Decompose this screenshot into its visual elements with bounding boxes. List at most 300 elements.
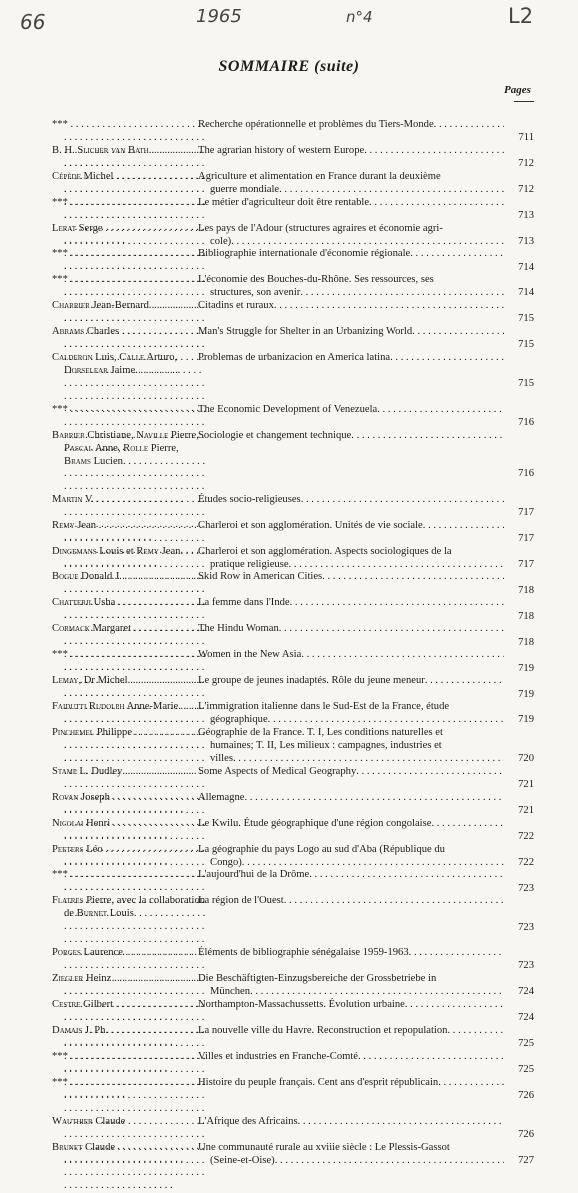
title-text: Une communauté rurale au xviiie siècle : Le Plessis-Gassot	[198, 1141, 450, 1153]
page-number: 716	[518, 417, 534, 429]
author-part: Flatres	[52, 895, 84, 907]
handwritten-annotation: 66	[20, 10, 46, 34]
title-line	[198, 869, 504, 882]
title-text: Le groupe de jeunes inadaptés. Rôle du jeune meneur	[198, 675, 425, 687]
page-number: 718	[518, 610, 534, 622]
author-part: Lerat	[52, 222, 76, 234]
toc-entry	[0, 520, 578, 546]
title-line	[198, 571, 504, 584]
author-part: Léo	[83, 843, 103, 855]
leader-dots	[431, 818, 504, 831]
entry-title	[198, 649, 504, 675]
title-text: Allemagne	[198, 791, 245, 803]
author-part: Burnet	[76, 908, 108, 920]
author-part: Dr Michel	[81, 675, 128, 687]
title-line	[198, 818, 504, 831]
author-part: Faidutti Rudolph	[52, 701, 125, 713]
title-line	[198, 740, 504, 753]
title-text: humaines; T. II, Les milieux : campagnes, industries et	[210, 739, 442, 751]
title-line	[198, 223, 504, 236]
author-part: ***	[52, 1076, 68, 1088]
handwritten-annotation: L2	[508, 4, 534, 28]
page-number: 723	[518, 960, 534, 972]
entry-title	[198, 701, 504, 727]
page-number: 724	[518, 986, 534, 998]
toc-entry	[0, 571, 578, 597]
page-number: 721	[518, 804, 534, 816]
author-part: Michel	[80, 171, 114, 182]
entry-title	[198, 352, 504, 391]
author-part: ***	[52, 119, 68, 130]
author-part: L. Dudley	[76, 765, 123, 777]
page-number: 726	[518, 1090, 534, 1102]
toc-entry	[0, 623, 578, 649]
page-number: 711	[518, 132, 534, 144]
author-part: Damais	[52, 1024, 83, 1036]
entry-title	[198, 1025, 504, 1051]
title-line	[198, 559, 504, 572]
toc-entry	[0, 727, 578, 766]
author-part: Dingemans	[52, 545, 97, 557]
title-line	[198, 287, 504, 300]
entry-title	[198, 300, 504, 326]
entry-title	[198, 623, 504, 649]
leader-dots	[410, 248, 504, 261]
page-number: 719	[518, 688, 534, 700]
toc-entry	[0, 197, 578, 223]
title-text: Some Aspects of Medical Geography	[198, 765, 357, 777]
author-part: Brunet	[52, 1141, 83, 1153]
toc-entry	[0, 1142, 578, 1168]
page-number: 717	[518, 558, 534, 570]
page-number: 718	[518, 636, 534, 648]
author-part: Calle	[119, 352, 145, 364]
entry-title	[198, 1051, 504, 1077]
title-line	[198, 326, 504, 339]
page-number: 713	[518, 209, 534, 221]
title-text: Citadins et ruraux	[198, 300, 274, 312]
title-line	[198, 986, 504, 999]
title-text: guerre mondiale	[210, 183, 280, 195]
page-number: 712	[518, 158, 534, 170]
entry-title	[198, 274, 504, 300]
leader-dots	[309, 869, 504, 882]
title-text: La géographie du pays Logo au sud d'Aba (République du	[198, 843, 445, 855]
entry-title	[198, 1142, 504, 1168]
leader-dots	[301, 649, 504, 662]
author-part: Jean-Bernard	[89, 300, 149, 312]
author-part: Lucien.	[90, 455, 126, 467]
toc-entry	[0, 792, 578, 818]
entry-title	[198, 145, 504, 171]
author-part: Pinchemel	[52, 727, 95, 739]
author-part: Pascal	[64, 442, 93, 454]
author-part: Slicher van Bath	[77, 145, 149, 156]
title-text: villes	[210, 752, 233, 764]
author-part: ***	[52, 196, 68, 208]
author-part: Pierre,	[168, 429, 199, 441]
author-part: Pierre, avec la collaboration de	[64, 895, 206, 920]
title-line	[198, 1077, 504, 1090]
entry-title	[198, 197, 504, 223]
title-line	[198, 119, 504, 132]
author-part: ***	[52, 274, 68, 286]
toc-entry	[0, 119, 578, 145]
title-line	[198, 1142, 504, 1155]
leader-dots	[322, 571, 504, 584]
page-number: 718	[518, 584, 534, 596]
toc-entry	[0, 649, 578, 675]
title-text: La femme dans l'Inde	[198, 597, 290, 609]
title-line	[198, 766, 504, 779]
title-line	[198, 701, 504, 714]
title-line	[198, 1116, 504, 1129]
title-text: Agriculture et alimentation en France durant la deuxième	[198, 171, 441, 182]
title-text: La région de l'Ouest	[198, 895, 284, 907]
leader-dots	[409, 947, 504, 960]
title-text: Congo)	[210, 856, 242, 868]
title-text: Die Beschäftigten-Einzugsbereiche der Grossbetriebe in	[198, 973, 437, 985]
title-text: Géographie de la France. T. I, Les conditions naturelles et	[198, 727, 443, 739]
title-text: L'économie des Bouches-du-Rhône. Ses ressources, ses	[198, 274, 434, 286]
author-part: Charles	[84, 326, 120, 338]
toc-entry	[0, 300, 578, 326]
page-number: 717	[518, 532, 534, 544]
author-part: Bogue	[52, 571, 79, 583]
toc-entry	[0, 947, 578, 973]
entry-title	[198, 597, 504, 623]
page-title: SOMMAIRE (suite)	[218, 58, 360, 75]
author-part: J. Ph.	[82, 1024, 109, 1036]
title-line	[198, 895, 504, 908]
author-part: V.	[82, 493, 94, 505]
title-text: L'immigration italienne dans le Sud-Est de la France, étude	[198, 701, 450, 713]
title-line	[198, 1025, 504, 1038]
author-part: Philippe	[94, 727, 133, 739]
leader-dots	[447, 1025, 504, 1038]
author-part: Christiane,	[84, 429, 137, 441]
author-part: Claude	[82, 1141, 116, 1153]
leader-dots	[425, 675, 504, 688]
author-part: Jean	[74, 519, 97, 531]
page-number: 722	[518, 856, 534, 868]
entry-title	[198, 119, 504, 145]
entry-title	[198, 520, 504, 546]
title-line	[198, 274, 504, 287]
entry-title	[198, 1116, 504, 1142]
author-part: Nicolai	[52, 817, 84, 829]
author-part: Lemay,	[52, 675, 82, 687]
title-line	[198, 145, 504, 158]
toc-entry	[0, 597, 578, 623]
entry-title	[198, 973, 504, 999]
page-number: 723	[518, 882, 534, 894]
title-text: Women in the New Asia	[198, 649, 302, 661]
author-part: Brams	[64, 455, 91, 467]
toc-entry	[0, 1116, 578, 1142]
title-text: Recherche opérationnelle et problèmes du Tiers-Monde	[198, 119, 434, 130]
page-number: 719	[518, 714, 534, 726]
leader-dots	[233, 753, 504, 766]
title-text: Charleroi et son agglomération. Aspects sociologiques de la	[198, 545, 452, 557]
title-text: La nouvelle ville du Havre. Reconstruction et repopulation	[198, 1024, 448, 1036]
author-part: Jaime.	[107, 364, 138, 376]
entry-title	[198, 326, 504, 352]
author-part: Remy	[136, 545, 159, 557]
leader-dots	[358, 1051, 504, 1064]
author-part: Serge	[75, 222, 103, 234]
title-line	[198, 597, 504, 610]
leader-dots	[301, 494, 504, 507]
leader-dots	[298, 1116, 504, 1129]
leader-dots	[364, 145, 504, 158]
page-number: 720	[518, 752, 534, 764]
author-part: Margaret	[89, 623, 132, 635]
title-line	[198, 430, 504, 443]
toc-entry	[0, 223, 578, 249]
entry-title	[198, 766, 504, 792]
title-text: The Economic Development of Venezuela	[198, 403, 378, 415]
leader-dots	[438, 1077, 504, 1090]
toc-entry	[0, 675, 578, 701]
entry-title	[198, 675, 504, 701]
author-part: ***	[52, 403, 68, 415]
author-part: Cépède	[52, 171, 81, 182]
author-part: Heinz	[83, 973, 112, 985]
leader-dots	[300, 287, 504, 300]
toc-entry	[0, 1077, 578, 1103]
author-part: Remy	[52, 519, 75, 531]
page-number: 722	[518, 830, 534, 842]
title-text: L'Afrique des Africains	[198, 1115, 298, 1127]
author-part: Anne,	[92, 442, 124, 454]
toc-entry	[0, 546, 578, 572]
author-part: Charrier	[52, 300, 90, 312]
leader-dots	[290, 597, 504, 610]
leader-dots	[356, 766, 504, 779]
toc-entry	[0, 973, 578, 999]
entry-title	[198, 248, 504, 274]
page-number: 721	[518, 778, 534, 790]
title-line	[198, 947, 504, 960]
author-part: Pierre,	[148, 442, 179, 454]
title-line	[198, 1051, 504, 1064]
author-part: Henri	[83, 817, 111, 829]
leader-dots	[351, 430, 504, 443]
leader-dots	[369, 197, 504, 210]
leader-dots	[377, 404, 504, 417]
pages-column-label: Pages	[504, 84, 531, 96]
page-number: 714	[518, 261, 534, 273]
title-line	[198, 727, 504, 740]
page-number: 724	[518, 1012, 534, 1024]
page-number: 715	[518, 313, 534, 325]
title-line	[198, 300, 504, 313]
title-line	[198, 184, 504, 197]
author-part: Chatterji	[52, 597, 91, 609]
author-part: Jean.	[158, 545, 184, 557]
author-part: Cormack	[52, 623, 90, 635]
entry-title	[198, 844, 504, 870]
title-text: (Seine-et-Oise)	[210, 1154, 275, 1166]
title-line	[198, 857, 504, 870]
toc-entry	[0, 1025, 578, 1051]
title-line	[198, 1155, 504, 1168]
title-text: Le métier d'agriculteur doit être rentable	[198, 196, 370, 208]
title-line	[198, 649, 504, 662]
title-line	[198, 714, 504, 727]
page-number: 725	[518, 1038, 534, 1050]
page-number: 719	[518, 662, 534, 674]
title-line	[198, 973, 504, 986]
handwritten-annotation: 1965	[196, 6, 242, 27]
title-text: Éléments de bibliographie sénégalaise 1959-1963	[198, 947, 409, 959]
entry-title	[198, 1077, 504, 1103]
author-part: Laurence	[80, 947, 123, 959]
page-number: 713	[518, 235, 534, 247]
leader-dots	[412, 326, 504, 339]
entry-title	[198, 818, 504, 844]
title-line	[198, 675, 504, 688]
toc-entry	[0, 326, 578, 352]
author-part: Abrams	[52, 326, 85, 338]
title-text: The Hindu Woman	[198, 623, 279, 635]
title-line	[198, 844, 504, 857]
title-line	[198, 546, 504, 559]
toc-entry	[0, 274, 578, 300]
author-part: Wauthier	[52, 1115, 93, 1127]
author-part: Cestre	[52, 998, 81, 1010]
author-part: Barrier	[52, 429, 85, 441]
title-text: structures, son avenir	[210, 287, 301, 299]
page-number: 712	[518, 183, 534, 195]
author-part: Usha	[90, 597, 116, 609]
title-text: Histoire du peuple français. Cent ans d'esprit républicain	[198, 1076, 439, 1088]
title-line	[198, 520, 504, 533]
author-part: Donald J.	[78, 571, 122, 583]
entry-title	[198, 999, 504, 1025]
toc-entry	[0, 869, 578, 895]
toc-entry	[0, 430, 578, 481]
title-text: Le Kwilu. Étude géographique d'une région congolaise	[198, 817, 432, 829]
author-part: Arturo,	[144, 352, 178, 364]
title-line	[198, 352, 504, 365]
title-text: Problemas de urbanizacion en America latina	[198, 352, 391, 364]
leader-dots	[279, 623, 504, 636]
entry-title	[198, 895, 504, 934]
leader-dots	[390, 352, 504, 365]
author-part: Naville	[136, 429, 169, 441]
page-number: 715	[518, 378, 534, 390]
title-text: Études socio-religieuses	[198, 493, 301, 505]
author-part: ***	[52, 649, 68, 661]
title-text: The agrarian history of western Europe	[198, 145, 365, 156]
entry-title	[198, 494, 504, 520]
author-part: B. H.	[52, 145, 78, 156]
entry-title	[198, 430, 504, 481]
page-number: 717	[518, 506, 534, 518]
title-line	[198, 171, 504, 184]
author-part: Ziegler	[52, 973, 84, 985]
leader-dots	[279, 184, 504, 197]
entry-author	[52, 1142, 206, 1193]
title-line	[198, 236, 504, 249]
pages-underline	[514, 101, 534, 102]
entry-title	[198, 404, 504, 430]
page-number: 726	[518, 1128, 534, 1140]
toc-entry	[0, 352, 578, 391]
toc-entry	[0, 895, 578, 934]
title-text: géographique	[210, 714, 268, 726]
author-part: Martin	[52, 493, 83, 505]
author-part: ***	[52, 248, 68, 260]
table-of-contents	[0, 119, 578, 1167]
toc-entry	[0, 248, 578, 274]
leader-dots	[244, 792, 504, 805]
toc-entry	[0, 171, 578, 197]
author-part: Peeters	[52, 843, 84, 855]
leader-dots	[274, 300, 504, 313]
leader-dots	[434, 119, 504, 132]
author-part: Gilbert	[80, 998, 114, 1010]
author-part: Stamp	[52, 765, 77, 777]
entry-title	[198, 546, 504, 572]
page-number: 714	[518, 287, 534, 299]
leader-dots	[231, 236, 504, 249]
author-part: Calderon	[52, 352, 93, 364]
title-line	[198, 197, 504, 210]
toc-entry	[0, 701, 578, 727]
entry-title	[198, 223, 504, 249]
title-text: Skid Row in American Cities	[198, 571, 323, 583]
page-number: 727	[518, 1154, 534, 1166]
title-text: Northampton-Massachussetts. Évolution urbaine	[198, 998, 405, 1010]
title-line	[198, 494, 504, 507]
author-part: Claude	[92, 1115, 126, 1127]
toc-entry	[0, 494, 578, 520]
toc-entry	[0, 1051, 578, 1077]
title-text: Villes et industries en Franche-Comté	[198, 1050, 358, 1062]
leader-dots	[275, 1155, 504, 1168]
handwritten-annotation: n°4	[346, 8, 373, 26]
leader-dots	[284, 895, 504, 908]
author-part: Louis et	[96, 545, 137, 557]
entry-title	[198, 792, 504, 818]
toc-entry	[0, 818, 578, 844]
title-text: L'aujourd'hui de la Drôme	[198, 869, 310, 881]
page-number: 725	[518, 1064, 534, 1076]
title-line	[198, 248, 504, 261]
title-line	[198, 792, 504, 805]
author-part: Anne-Marie.	[124, 701, 181, 713]
page-number: 715	[518, 339, 534, 351]
title-line	[198, 999, 504, 1012]
page-number: 723	[518, 921, 534, 933]
leader-dots	[405, 999, 504, 1012]
author-part: Dorselear	[64, 364, 108, 376]
title-text: München	[210, 986, 251, 998]
entry-title	[198, 571, 504, 597]
leader-dots	[268, 714, 504, 727]
title-line	[198, 753, 504, 766]
author-part: ***	[52, 869, 68, 881]
title-text: Man's Struggle for Shelter in an Urbanizing World	[198, 326, 413, 338]
title-text: Charleroi et son agglomération. Unités de vie sociale	[198, 519, 423, 531]
title-text: pratique religieuse	[210, 558, 289, 570]
toc-entry	[0, 999, 578, 1025]
author-part: Luis,	[92, 352, 120, 364]
leader-dots	[250, 986, 504, 999]
